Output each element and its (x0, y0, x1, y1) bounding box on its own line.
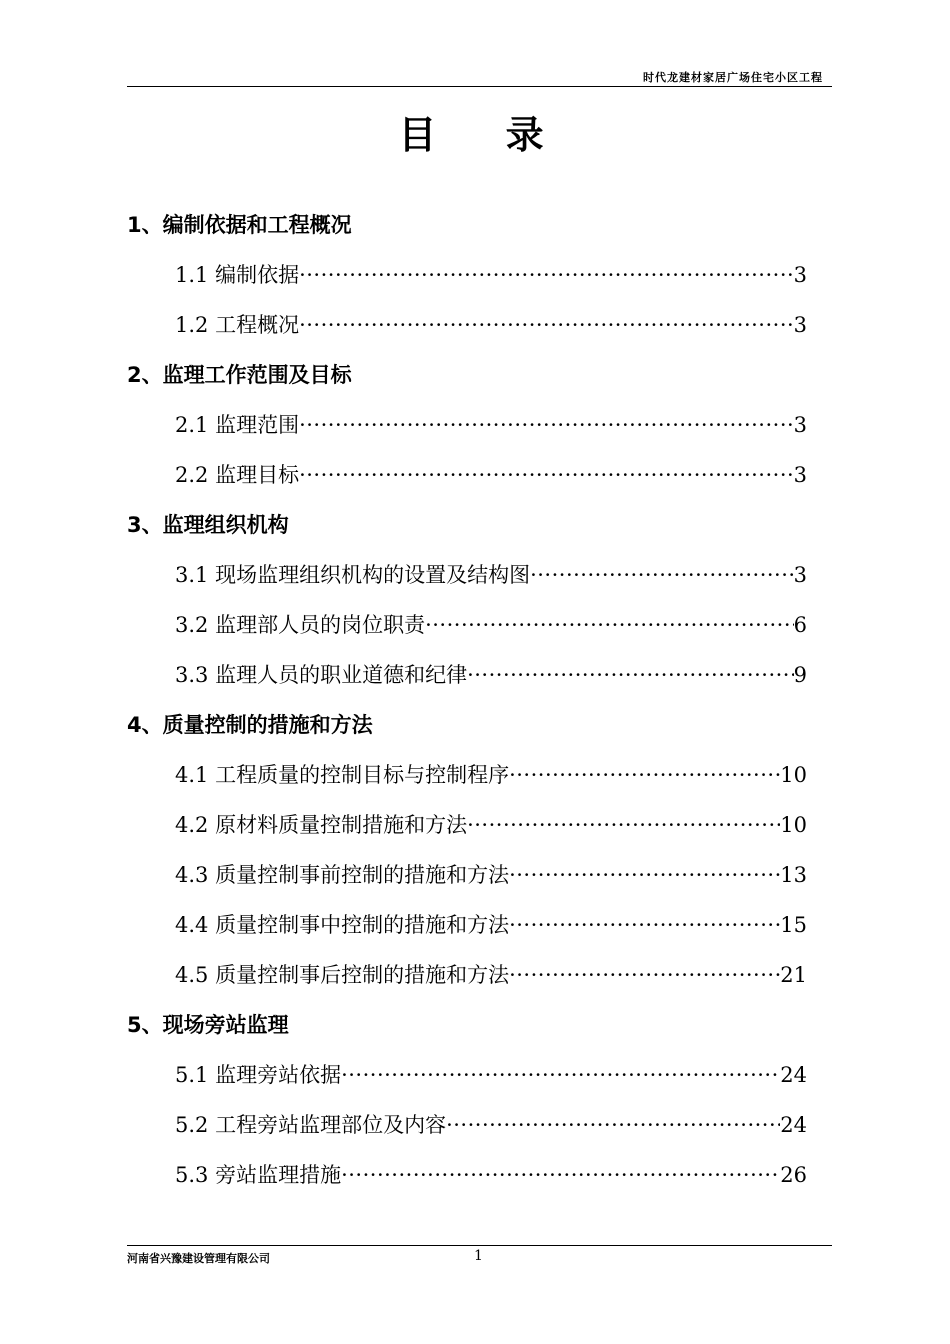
page-title: 目 录 (398, 113, 572, 157)
toc-entry-page: 21 (780, 963, 807, 987)
toc-entry-label: 1.2 工程概况 (175, 313, 300, 337)
toc-entry-page: 10 (780, 813, 807, 837)
footer-page-number: 1 (474, 1248, 483, 1264)
toc-entry-label: 3.1 现场监理组织机构的设置及结构图 (175, 563, 531, 587)
toc-section-heading[interactable]: 1、编制依据和工程概况 (127, 213, 352, 237)
toc-entry[interactable] (127, 1055, 807, 1105)
toc-entry[interactable] (127, 305, 807, 355)
dot-leader (341, 1055, 780, 1095)
dot-leader (299, 455, 794, 495)
toc-entry-page: 24 (780, 1063, 807, 1087)
dot-leader (341, 1155, 780, 1195)
header-divider (127, 86, 832, 87)
toc-section-heading[interactable]: 5、现场旁站监理 (127, 1013, 289, 1037)
toc-entry-label: 4.4 质量控制事中控制的措施和方法 (175, 913, 510, 937)
toc-entry-label: 5.3 旁站监理措施 (175, 1163, 342, 1187)
toc-entry-label: 3.3 监理人员的职业道德和纪律 (175, 663, 468, 687)
toc-entry[interactable] (127, 805, 807, 855)
toc-entry[interactable] (127, 1155, 807, 1205)
toc-entry-label: 4.2 原材料质量控制措施和方法 (175, 813, 468, 837)
toc-entry[interactable] (127, 955, 807, 1005)
toc-entry-page: 3 (793, 413, 807, 437)
toc-entry[interactable] (127, 855, 807, 905)
dot-leader (509, 905, 780, 945)
toc-entry-page: 3 (793, 463, 807, 487)
toc-entry-label: 1.1 编制依据 (175, 263, 300, 287)
toc-entry-label: 5.2 工程旁站监理部位及内容 (175, 1113, 447, 1137)
toc-entry-label: 4.1 工程质量的控制目标与控制程序 (175, 763, 510, 787)
toc-entry-label: 2.1 监理范围 (175, 413, 300, 437)
toc-entry-page: 15 (780, 913, 807, 937)
toc-entry[interactable] (127, 905, 807, 955)
toc-section-heading[interactable]: 2、监理工作范围及目标 (127, 363, 352, 387)
toc-entry-label: 4.5 质量控制事后控制的措施和方法 (175, 963, 510, 987)
toc-entry-page: 3 (793, 313, 807, 337)
dot-leader (509, 855, 780, 895)
table-of-contents (127, 205, 807, 1205)
footer-company-name: 河南省兴豫建设管理有限公司 (127, 1252, 270, 1265)
toc-entry-page: 10 (780, 763, 807, 787)
dot-leader (467, 805, 780, 845)
dot-leader (299, 305, 794, 345)
toc-entry[interactable] (127, 455, 807, 505)
toc-entry-page: 3 (793, 263, 807, 287)
footer-divider (127, 1245, 832, 1246)
toc-entry-label: 5.1 监理旁站依据 (175, 1063, 342, 1087)
dot-leader (509, 955, 780, 995)
dot-leader (509, 755, 780, 795)
running-header: 时代龙建材家居广场住宅小区工程 (643, 71, 823, 84)
toc-entry[interactable] (127, 1105, 807, 1155)
dot-leader (467, 655, 794, 695)
toc-section-heading[interactable]: 4、质量控制的措施和方法 (127, 713, 373, 737)
toc-entry-page: 24 (780, 1113, 807, 1137)
toc-entry-label: 4.3 质量控制事前控制的措施和方法 (175, 863, 510, 887)
dot-leader (446, 1105, 780, 1145)
toc-entry-page: 6 (793, 613, 807, 637)
toc-entry-label: 3.2 监理部人员的岗位职责 (175, 613, 426, 637)
dot-leader (530, 555, 794, 595)
toc-entry-page: 13 (780, 863, 807, 887)
toc-entry-page: 26 (780, 1163, 807, 1187)
toc-entry[interactable] (127, 605, 807, 655)
toc-entry-page: 9 (793, 663, 807, 687)
toc-entry[interactable] (127, 755, 807, 805)
toc-entry[interactable] (127, 255, 807, 305)
toc-entry-page: 3 (793, 563, 807, 587)
toc-entry[interactable] (127, 405, 807, 455)
dot-leader (425, 605, 794, 645)
toc-entry-label: 2.2 监理目标 (175, 463, 300, 487)
toc-entry[interactable] (127, 655, 807, 705)
dot-leader (299, 405, 794, 445)
dot-leader (299, 255, 794, 295)
toc-section-heading[interactable]: 3、监理组织机构 (127, 513, 289, 537)
toc-entry[interactable] (127, 555, 807, 605)
